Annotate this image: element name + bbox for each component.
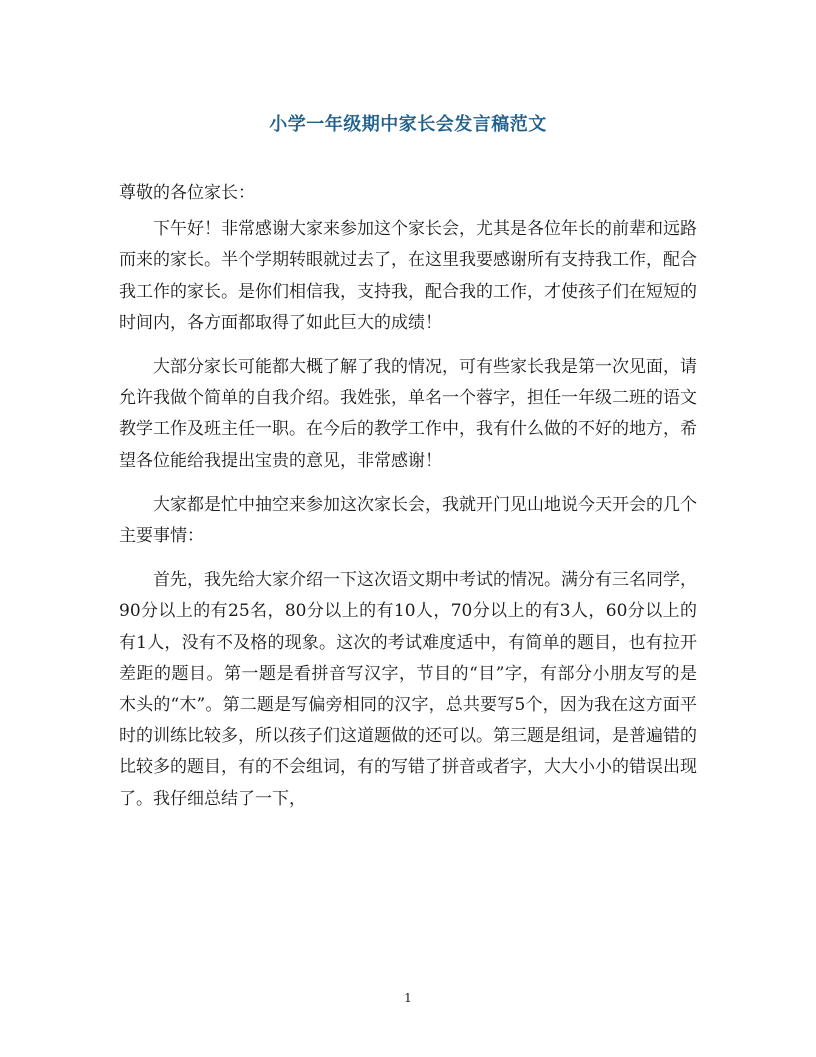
paragraph-introduction: 大部分家长可能都大概了解了我的情况，可有些家长我是第一次见面，请允许我做个简单的自我介绍。我姓张，单名一个蓉字，担任一年级二班的语文教学工作及班主任一职。在今后的教学工作中，我有什么做的不好的地方，希望各位能给我提出宝贵的意见，非常感谢！ <box>119 357 697 471</box>
paragraph-agenda: 大家都是忙中抽空来参加这次家长会，我就开门见山地说今天开会的几个主要事情： <box>119 494 697 547</box>
salutation: 尊敬的各位家长： <box>119 183 255 203</box>
paragraph-exam-results: 首先，我先给大家介绍一下这次语文期中考试的情况。满分有三名同学，90分以上的有25名，80分以上的有10人，70分以上的有3人，60分以上的有1人，没有不及格的现象。这次的考试难度适中，有简单的题目，也有拉开差距的题目。第一题是看拼音写汉字，节目的“目”字，有部分小朋友写的是木头的“木”。第二题是写偏旁相同的汉字，总共要写5个，因为我在这方面平时的训练比较多，所以孩子们这道题做的还可以。第三题是组词，是普遍错的比较多的题目，有的不会组词，有的写错了拼音或者字，大大小小的错误出现了。我仔细总结了一下， <box>119 570 697 809</box>
document-title: 小学一年级期中家长会发言稿范文 <box>269 114 547 135</box>
paragraph-greeting: 下午好！非常感谢大家来参加这个家长会，尤其是各位年长的前辈和远路而来的家长。半个学期转眼就过去了，在这里我要感谢所有支持我工作，配合我工作的家长。是你们相信我，支持我，配合我的工作，才使孩子们在短短的时间内，各方面都取得了如此巨大的成绩！ <box>119 219 697 333</box>
page-number: 1 <box>404 991 412 1005</box>
document-body <box>119 178 697 828</box>
